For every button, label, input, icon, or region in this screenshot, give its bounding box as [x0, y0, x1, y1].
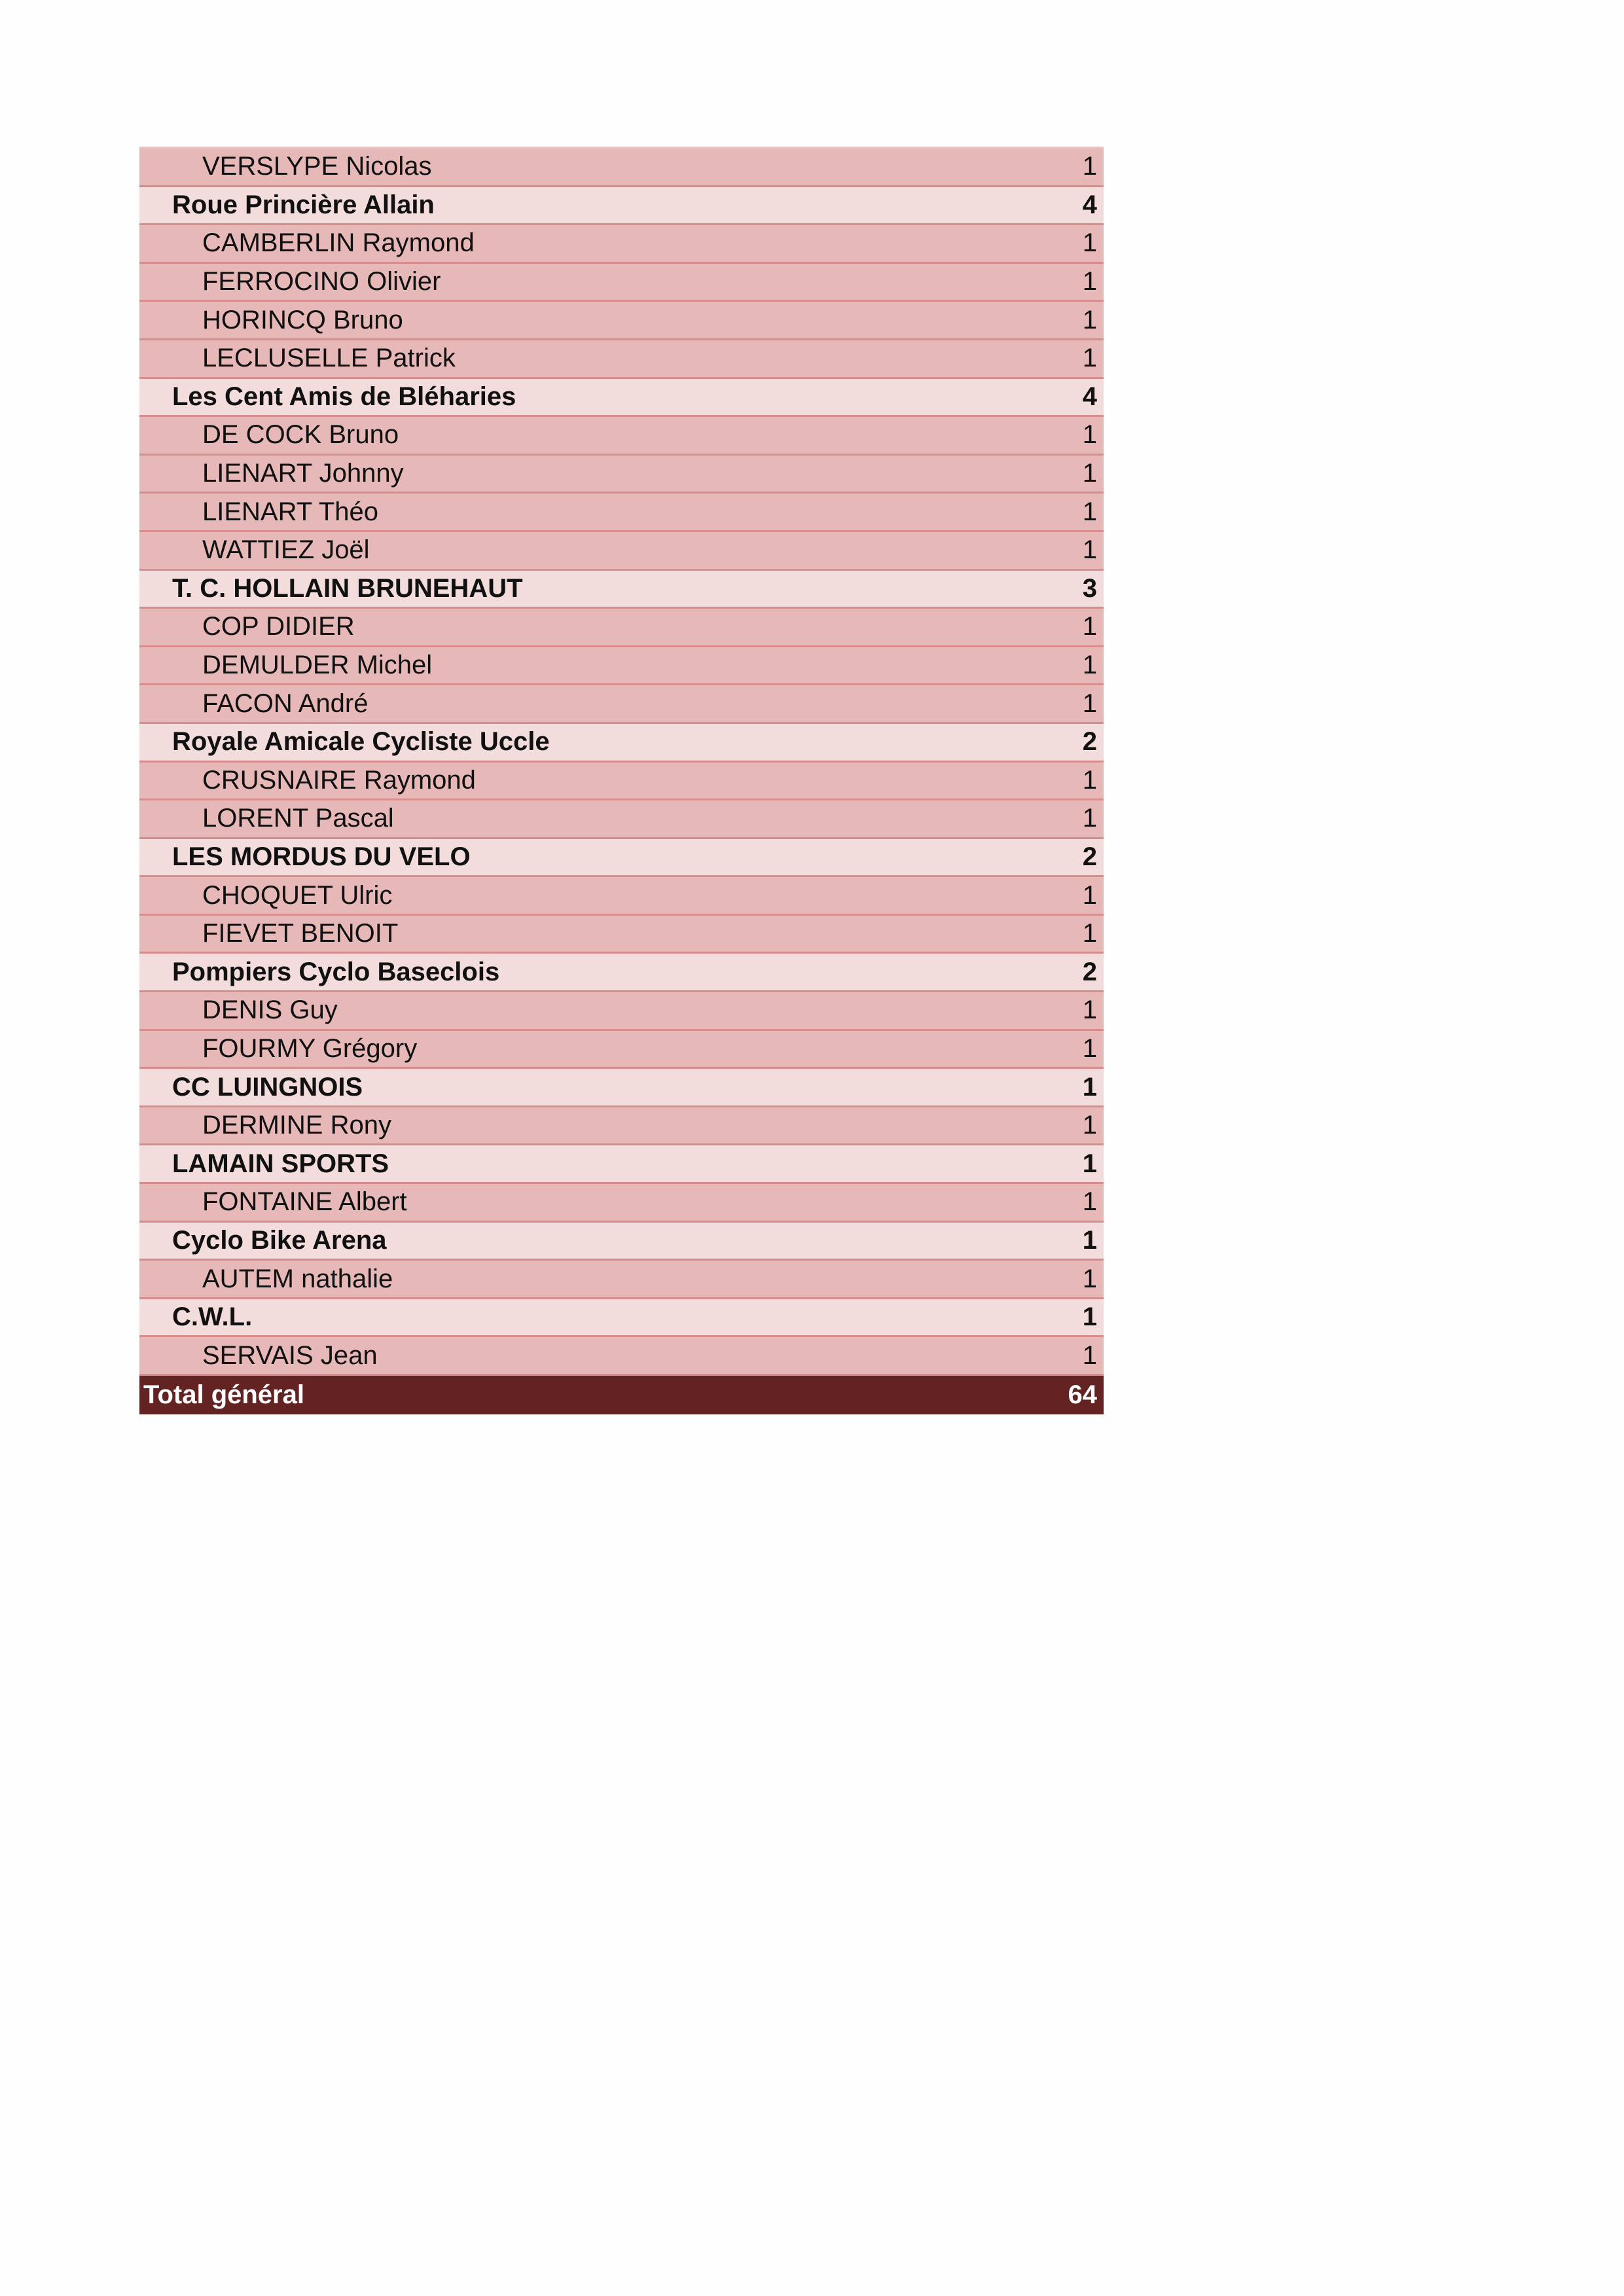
member-row: [139, 456, 1104, 494]
member-count: 1: [1082, 267, 1097, 296]
group-count: 4: [1082, 382, 1097, 411]
group-name: Royale Amicale Cycliste Uccle: [172, 727, 550, 757]
member-count: 1: [1082, 996, 1097, 1025]
member-row: [139, 800, 1104, 839]
member-name: FACON André: [202, 689, 369, 718]
group-count: 1: [1082, 1149, 1097, 1178]
member-name: HORINCQ Bruno: [202, 305, 403, 334]
member-row: [139, 685, 1104, 724]
member-count: 1: [1082, 228, 1097, 258]
member-row: [139, 264, 1104, 302]
grand-total-row: [139, 1376, 1104, 1414]
member-name: LIENART Johnny: [202, 459, 404, 488]
member-name: LIENART Théo: [202, 497, 379, 526]
member-count: 1: [1082, 804, 1097, 833]
group-row: [139, 724, 1104, 762]
group-count: 2: [1082, 842, 1097, 871]
group-name: LES MORDUS DU VELO: [172, 842, 471, 871]
member-row: [139, 762, 1104, 801]
member-row: [139, 1031, 1104, 1069]
member-row: [139, 1184, 1104, 1223]
member-count: 1: [1082, 344, 1097, 373]
group-count: 3: [1082, 573, 1097, 603]
member-row: [139, 1261, 1104, 1299]
group-count: 1: [1082, 1225, 1097, 1255]
member-name: LORENT Pascal: [202, 804, 394, 833]
member-name: WATTIEZ Joël: [202, 535, 370, 565]
member-count: 1: [1082, 497, 1097, 526]
member-count: 1: [1082, 535, 1097, 565]
member-name: CHOQUET Ulric: [202, 880, 393, 910]
member-name: COP DIDIER: [202, 612, 355, 641]
member-name: SERVAIS Jean: [202, 1340, 378, 1370]
member-count: 1: [1082, 765, 1097, 795]
member-row: [139, 225, 1104, 264]
member-row: [139, 302, 1104, 340]
group-count: 2: [1082, 957, 1097, 986]
group-count: 1: [1082, 1072, 1097, 1102]
member-count: 1: [1082, 459, 1097, 488]
grand-total-label: Total général: [143, 1380, 304, 1409]
member-row: [139, 992, 1104, 1031]
group-name: Roue Princière Allain: [172, 190, 435, 219]
member-count: 1: [1082, 651, 1097, 680]
member-row: [139, 340, 1104, 379]
group-count: 2: [1082, 727, 1097, 757]
group-row: [139, 954, 1104, 992]
group-row: [139, 1299, 1104, 1338]
member-name: LECLUSELLE Patrick: [202, 344, 456, 373]
member-row: [139, 609, 1104, 647]
member-name: FONTAINE Albert: [202, 1187, 407, 1217]
member-name: FOURMY Grégory: [202, 1033, 418, 1063]
member-name: DEMULDER Michel: [202, 651, 433, 680]
group-name: Cyclo Bike Arena: [172, 1225, 387, 1255]
member-name: CRUSNAIRE Raymond: [202, 765, 476, 795]
group-row: [139, 1145, 1104, 1184]
group-name: C.W.L.: [172, 1302, 253, 1332]
member-count: 1: [1082, 1264, 1097, 1293]
member-row: [139, 877, 1104, 916]
member-count: 1: [1082, 880, 1097, 910]
member-row: [139, 916, 1104, 954]
member-count: 1: [1082, 305, 1097, 334]
member-count: 1: [1082, 1340, 1097, 1370]
group-name: Pompiers Cyclo Baseclois: [172, 957, 500, 986]
member-row: [139, 1337, 1104, 1376]
group-row: [139, 1223, 1104, 1261]
group-row: [139, 571, 1104, 609]
group-name: LAMAIN SPORTS: [172, 1149, 389, 1178]
member-row: [139, 149, 1104, 187]
member-row: [139, 532, 1104, 571]
group-count: 4: [1082, 190, 1097, 219]
member-count: 1: [1082, 420, 1097, 450]
member-row: [139, 647, 1104, 686]
group-name: CC LUINGNOIS: [172, 1072, 363, 1102]
group-name: Les Cent Amis de Bléharies: [172, 382, 516, 411]
member-count: 1: [1082, 1033, 1097, 1063]
member-count: 1: [1082, 1187, 1097, 1217]
member-name: FIEVET BENOIT: [202, 919, 399, 948]
member-name: AUTEM nathalie: [202, 1264, 393, 1293]
member-name: CAMBERLIN Raymond: [202, 228, 475, 258]
group-row: [139, 379, 1104, 418]
member-count: 1: [1082, 919, 1097, 948]
pivot-table: [139, 147, 1104, 1414]
member-count: 1: [1082, 1111, 1097, 1140]
member-row: [139, 493, 1104, 532]
group-count: 1: [1082, 1302, 1097, 1332]
group-row: [139, 1069, 1104, 1107]
group-name: T. C. HOLLAIN BRUNEHAUT: [172, 573, 523, 603]
member-count: 1: [1082, 689, 1097, 718]
member-row: [139, 1107, 1104, 1146]
table-body: [139, 149, 1104, 1376]
member-count: 1: [1082, 152, 1097, 181]
group-row: [139, 839, 1104, 878]
grand-total-value: 64: [1068, 1380, 1097, 1409]
member-name: FERROCINO Olivier: [202, 267, 441, 296]
member-row: [139, 417, 1104, 456]
member-name: DENIS Guy: [202, 996, 338, 1025]
member-name: DE COCK Bruno: [202, 420, 399, 450]
member-count: 1: [1082, 612, 1097, 641]
member-name: VERSLYPE Nicolas: [202, 152, 432, 181]
member-name: DERMINE Rony: [202, 1111, 391, 1140]
group-row: [139, 187, 1104, 226]
